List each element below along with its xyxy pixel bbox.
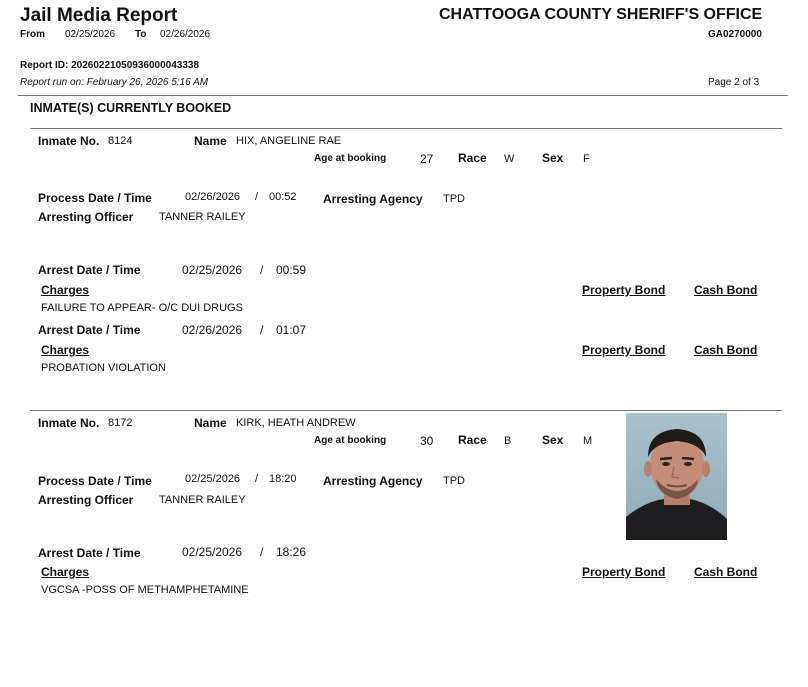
section-title: INMATE(S) CURRENTLY BOOKED (30, 101, 232, 115)
section-divider (30, 128, 782, 129)
arresting-officer-label: Arresting Officer (38, 210, 134, 224)
slash: / (255, 191, 259, 203)
age-value: 30 (420, 434, 434, 448)
sex-value: M (583, 435, 593, 447)
report-id: Report ID: 20260221050936000043338 (20, 60, 200, 71)
report-run-on: Report run on: February 26, 2026 5:16 AM (20, 77, 209, 88)
arrest-date: 02/25/2026 (182, 263, 243, 277)
arresting-officer-label: Arresting Officer (38, 493, 134, 507)
slash: / (260, 545, 264, 559)
page-indicator: Page 2 of 3 (708, 77, 760, 88)
cash-bond-header: Cash Bond (694, 343, 758, 357)
sex-value: F (583, 153, 590, 165)
name-label: Name (194, 134, 227, 148)
inmate-no-label: Inmate No. (38, 134, 100, 148)
process-date: 02/26/2026 (185, 191, 241, 203)
arrest-date: 02/26/2026 (182, 323, 243, 337)
property-bond-header: Property Bond (582, 283, 666, 297)
property-bond-header: Property Bond (582, 565, 666, 579)
arrest-time: 00:59 (276, 263, 307, 277)
arrest-time: 01:07 (276, 323, 307, 337)
arresting-officer-value: TANNER RAILEY (159, 494, 246, 506)
arrest-time: 18:26 (276, 545, 307, 559)
sex-label: Sex (542, 151, 564, 165)
age-label: Age at booking (314, 153, 387, 164)
to-label: To (135, 29, 147, 40)
cash-bond-header: Cash Bond (694, 565, 758, 579)
slash: / (255, 473, 259, 485)
record-divider (30, 410, 782, 411)
process-time: 18:20 (269, 473, 297, 485)
arresting-officer-value: TANNER RAILEY (159, 211, 246, 223)
race-value: W (504, 153, 515, 165)
arresting-agency-value: TPD (443, 193, 465, 205)
inmate-no-value: 8124 (108, 135, 133, 147)
race-value: B (504, 435, 512, 447)
process-time: 00:52 (269, 191, 297, 203)
race-label: Race (458, 433, 487, 447)
agency-name: CHATTOOGA COUNTY SHERIFF'S OFFICE (439, 6, 763, 23)
from-date: 02/25/2026 (65, 29, 116, 40)
charges-header: Charges (41, 283, 90, 297)
process-date: 02/25/2026 (185, 473, 241, 485)
cash-bond-header: Cash Bond (694, 283, 758, 297)
charge-description: VGCSA -POSS OF METHAMPHETAMINE (41, 584, 249, 596)
arrest-date-label: Arrest Date / Time (38, 323, 141, 337)
arrest-date: 02/25/2026 (182, 545, 243, 559)
charges-header: Charges (41, 565, 90, 579)
slash: / (260, 263, 264, 277)
arresting-agency-label: Arresting Agency (323, 192, 423, 206)
property-bond-header: Property Bond (582, 343, 666, 357)
header-divider (18, 95, 788, 96)
sex-label: Sex (542, 433, 564, 447)
process-date-label: Process Date / Time (38, 474, 152, 488)
charge-description: PROBATION VIOLATION (41, 362, 166, 374)
inmate-no-value: 8172 (108, 417, 133, 429)
inmate-name: KIRK, HEATH ANDREW (236, 417, 356, 429)
age-label: Age at booking (314, 435, 387, 446)
to-date: 02/26/2026 (160, 29, 211, 40)
name-label: Name (194, 416, 227, 430)
report-title: Jail Media Report (20, 5, 178, 26)
arresting-agency-value: TPD (443, 475, 465, 487)
age-value: 27 (420, 152, 434, 166)
from-label: From (20, 29, 45, 40)
charge-description: FAILURE TO APPEAR- O/C DUI DRUGS (41, 302, 243, 314)
charges-header: Charges (41, 343, 90, 357)
inmate-no-label: Inmate No. (38, 416, 100, 430)
slash: / (260, 323, 264, 337)
booking-photo (626, 413, 727, 540)
arrest-date-label: Arrest Date / Time (38, 263, 141, 277)
ori-code: GA0270000 (708, 29, 762, 40)
arrest-date-label: Arrest Date / Time (38, 546, 141, 560)
race-label: Race (458, 151, 487, 165)
arresting-agency-label: Arresting Agency (323, 474, 423, 488)
process-date-label: Process Date / Time (38, 191, 152, 205)
inmate-name: HIX, ANGELINE RAE (236, 135, 342, 147)
